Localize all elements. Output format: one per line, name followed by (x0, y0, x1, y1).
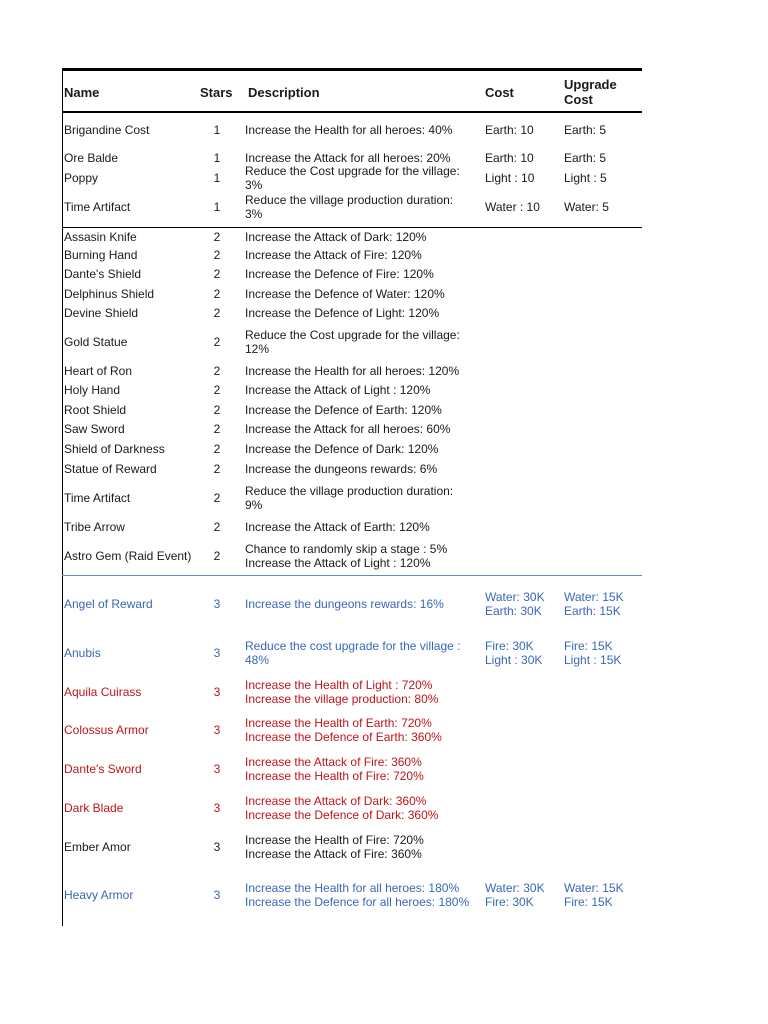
item-stars-line: 2 (213, 306, 221, 320)
item-cost (485, 588, 563, 620)
table-row (0, 247, 768, 263)
item-name-line: Dark Blade (64, 801, 124, 815)
item-upgrade-cost (564, 879, 642, 911)
item-cost-line: Water : 10 (485, 200, 540, 214)
table-row (0, 792, 768, 824)
item-description-line: Increase the Defence of Dark: 120% (245, 442, 439, 456)
item-stars (205, 792, 229, 824)
item-description-line: Increase the Health of Light : 720% (245, 678, 433, 692)
item-description-line: Increase the Attack of Dark: 120% (245, 230, 427, 244)
item-stars-line: 2 (213, 520, 221, 534)
item-stars-line: 2 (213, 364, 221, 378)
item-cost (485, 150, 563, 166)
item-cost-line: Water: 30K (485, 881, 545, 895)
item-stars-line: 3 (213, 685, 221, 699)
item-name-line: Ore Balde (64, 151, 119, 165)
item-description (245, 879, 485, 911)
item-stars (205, 637, 229, 669)
item-name (64, 247, 199, 263)
item-name (64, 541, 199, 571)
item-description-line: Reduce the cost upgrade for the village : (245, 639, 461, 653)
item-stars-line: 2 (213, 248, 221, 262)
item-description-line: 3% (245, 178, 263, 192)
item-description (245, 441, 485, 457)
item-cost (485, 193, 563, 221)
item-stars-line: 3 (213, 597, 221, 611)
item-description (245, 483, 485, 513)
item-description-line: Increase the Health of Fire: 720% (245, 769, 424, 783)
header-upgrade-cost-line1: Upgrade (564, 77, 617, 92)
item-stars (205, 588, 229, 620)
item-name (64, 150, 199, 166)
item-name (64, 193, 199, 221)
table-row (0, 121, 768, 139)
item-upgrade-cost-line: Water: 15K (564, 881, 624, 895)
tier-divider-1 (62, 227, 642, 228)
item-stars-line: 1 (213, 171, 221, 185)
item-upgrade-cost-line: Earth: 5 (564, 151, 607, 165)
item-description (245, 588, 485, 620)
item-stars (205, 879, 229, 911)
item-description-line: Increase the Defence of Light: 120% (245, 306, 440, 320)
item-description-line: Increase the Attack of Dark: 360% (245, 794, 427, 808)
table-row (0, 637, 768, 669)
item-name-line: Colossus Armor (64, 723, 149, 737)
item-upgrade-cost-line: Fire: 15K (564, 895, 613, 909)
item-stars (205, 714, 229, 746)
item-name-line: Devine Shield (64, 306, 139, 320)
item-stars (205, 483, 229, 513)
table-row (0, 286, 768, 302)
item-stars (205, 402, 229, 418)
table-row (0, 879, 768, 911)
item-stars (205, 519, 229, 535)
item-stars-line: 2 (213, 442, 221, 456)
item-upgrade-cost (564, 637, 642, 669)
table-row (0, 327, 768, 357)
item-upgrade-cost-line: Water: 5 (564, 200, 609, 214)
item-description-line: Increase the Defence of Fire: 120% (245, 267, 434, 281)
item-name-line: Gold Statue (64, 335, 128, 349)
item-description-line: 12% (245, 342, 270, 356)
item-description (245, 676, 485, 708)
item-name (64, 676, 199, 708)
table-top-border (62, 68, 642, 71)
item-description (245, 327, 485, 357)
item-upgrade-cost-line: Light : 5 (564, 171, 607, 185)
item-stars-line: 2 (213, 287, 221, 301)
item-name-line: Angel of Reward (64, 597, 153, 611)
item-stars-line: 2 (213, 462, 221, 476)
table-row (0, 266, 768, 282)
item-description-line: Increase the Health of Earth: 720% (245, 716, 432, 730)
item-stars (205, 676, 229, 708)
item-description-line: Reduce the village production duration: (245, 193, 454, 207)
item-stars (205, 753, 229, 785)
item-cost (485, 637, 563, 669)
header-cost: Cost (485, 84, 514, 100)
item-name-line: Tribe Arrow (64, 520, 125, 534)
item-stars-line: 1 (213, 200, 221, 214)
item-stars-line: 2 (213, 422, 221, 436)
item-description-line: Increase the Defence for all heroes: 180% (245, 895, 470, 909)
item-stars-line: 2 (213, 491, 221, 505)
item-description-line: 48% (245, 653, 270, 667)
item-stars-line: 2 (213, 335, 221, 349)
item-stars (205, 831, 229, 863)
item-name (64, 121, 199, 139)
item-description-line: Increase the Attack of Light : 120% (245, 383, 431, 397)
table-row (0, 164, 768, 192)
header-upgrade-cost-line2: Cost (564, 92, 593, 107)
item-name-line: Time Artifact (64, 491, 131, 505)
item-name-line: Root Shield (64, 403, 127, 417)
item-description (245, 164, 485, 192)
item-stars (205, 441, 229, 457)
table-row (0, 363, 768, 379)
item-name-line: Delphinus Shield (64, 287, 155, 301)
item-stars (205, 382, 229, 398)
table-row (0, 382, 768, 398)
item-name (64, 363, 199, 379)
item-description (245, 792, 485, 824)
header-description: Description (248, 84, 320, 100)
table-row (0, 193, 768, 221)
table-row (0, 588, 768, 620)
item-name (64, 402, 199, 418)
item-stars-line: 3 (213, 723, 221, 737)
item-upgrade-cost-line: Earth: 5 (564, 123, 607, 137)
item-name (64, 753, 199, 785)
item-name (64, 286, 199, 302)
item-description-line: Increase the Health for all heroes: 120% (245, 364, 460, 378)
item-stars (205, 193, 229, 221)
table-header (0, 72, 768, 112)
table-row (0, 676, 768, 708)
item-stars-line: 2 (213, 383, 221, 397)
item-name (64, 792, 199, 824)
item-description (245, 266, 485, 282)
table-row (0, 831, 768, 863)
item-description-line: Increase the Attack of Fire: 120% (245, 248, 422, 262)
item-description (245, 229, 485, 245)
item-stars-line: 2 (213, 549, 221, 563)
item-name-line: Burning Hand (64, 248, 138, 262)
item-name-line: Heavy Armor (64, 888, 134, 902)
item-name-line: Astro Gem (Raid Event) (64, 549, 192, 563)
item-name (64, 588, 199, 620)
item-description (245, 402, 485, 418)
item-description-line: Reduce the Cost upgrade for the village: (245, 328, 460, 342)
header-name: Name (64, 84, 100, 100)
header-divider (62, 111, 642, 113)
item-name-line: Ember Amor (64, 840, 131, 854)
item-cost-line: Light : 10 (485, 171, 535, 185)
item-upgrade-cost (564, 150, 642, 166)
item-name (64, 305, 199, 321)
item-description-line: Increase the Health for all heroes: 40% (245, 123, 453, 137)
item-stars-line: 2 (213, 230, 221, 244)
item-stars-line: 3 (213, 762, 221, 776)
item-description (245, 714, 485, 746)
item-description-line: Increase the Attack for all heroes: 20% (245, 151, 451, 165)
item-description (245, 247, 485, 263)
item-description (245, 121, 485, 139)
item-name-line: Poppy (64, 171, 99, 185)
item-stars (205, 421, 229, 437)
item-cost-line: Water: 30K (485, 590, 545, 604)
item-stars-line: 3 (213, 840, 221, 854)
item-name-line: Heart of Ron (64, 364, 133, 378)
item-upgrade-cost-line: Water: 15K (564, 590, 624, 604)
item-name (64, 483, 199, 513)
item-description-line: Increase the dungeons rewards: 6% (245, 462, 438, 476)
tier-divider-2 (62, 575, 642, 576)
item-name (64, 637, 199, 669)
item-description-line: Reduce the Cost upgrade for the village: (245, 164, 460, 178)
item-description (245, 286, 485, 302)
item-stars (205, 121, 229, 139)
item-description-line: Increase the village production: 80% (245, 692, 439, 706)
item-stars (205, 541, 229, 571)
item-description-line: Reduce the village production duration: (245, 484, 454, 498)
item-stars-line: 2 (213, 403, 221, 417)
item-description-line: Increase the Defence of Dark: 360% (245, 808, 439, 822)
item-name-line: Statue of Reward (64, 462, 157, 476)
item-name-line: Anubis (64, 646, 101, 660)
item-description-line: Increase the Health of Fire: 720% (245, 833, 424, 847)
item-stars-line: 3 (213, 888, 221, 902)
item-description-line: Increase the Defence of Water: 120% (245, 287, 445, 301)
item-stars-line: 2 (213, 267, 221, 281)
table-row (0, 714, 768, 746)
table-row (0, 753, 768, 785)
item-name-line: Holy Hand (64, 383, 121, 397)
item-stars-line: 1 (213, 123, 221, 137)
item-name-line: Dante's Shield (64, 267, 142, 281)
item-stars (205, 327, 229, 357)
table-row (0, 305, 768, 321)
item-upgrade-cost (564, 588, 642, 620)
item-stars-line: 1 (213, 151, 221, 165)
item-upgrade-cost (564, 121, 642, 139)
item-upgrade-cost (564, 170, 642, 186)
item-stars-line: 3 (213, 801, 221, 815)
item-stars (205, 363, 229, 379)
item-name-line: Brigandine Cost (64, 123, 150, 137)
item-name (64, 382, 199, 398)
item-name (64, 831, 199, 863)
item-description (245, 193, 485, 221)
item-description-line: Increase the Attack of Fire: 360% (245, 755, 422, 769)
item-stars (205, 461, 229, 477)
item-description-line: Increase the Attack of Earth: 120% (245, 520, 430, 534)
item-description (245, 363, 485, 379)
table-row (0, 441, 768, 457)
item-description-line: Increase the Attack of Fire: 360% (245, 847, 422, 861)
item-description (245, 831, 485, 863)
table-row (0, 483, 768, 513)
item-name (64, 461, 199, 477)
item-description-line: Increase the Defence of Earth: 360% (245, 730, 442, 744)
item-description (245, 305, 485, 321)
item-name-line: Shield of Darkness (64, 442, 165, 456)
item-description-line: Increase the Attack for all heroes: 60% (245, 422, 451, 436)
item-stars (205, 229, 229, 245)
item-description (245, 421, 485, 437)
item-cost-line: Earth: 10 (485, 123, 534, 137)
item-cost (485, 879, 563, 911)
item-name (64, 266, 199, 282)
item-upgrade-cost (564, 193, 642, 221)
item-description-line: 9% (245, 498, 263, 512)
item-name (64, 170, 199, 186)
item-cost (485, 170, 563, 186)
item-name-line: Assasin Knife (64, 230, 137, 244)
item-name (64, 519, 199, 535)
item-description (245, 541, 485, 571)
item-name-line: Saw Sword (64, 422, 125, 436)
table-row (0, 461, 768, 477)
item-stars (205, 170, 229, 186)
item-description-line: Increase the Health for all heroes: 180% (245, 881, 460, 895)
table-row (0, 519, 768, 535)
item-description (245, 461, 485, 477)
item-description (245, 637, 485, 669)
item-name-line: Time Artifact (64, 200, 131, 214)
item-stars (205, 247, 229, 263)
item-stars (205, 150, 229, 166)
item-description-line: Increase the Defence of Earth: 120% (245, 403, 442, 417)
item-cost-line: Earth: 10 (485, 151, 534, 165)
item-name (64, 714, 199, 746)
item-cost (485, 121, 563, 139)
item-name-line: Dante's Sword (64, 762, 142, 776)
item-description-line: Increase the Attack of Light : 120% (245, 556, 431, 570)
item-name-line: Aquila Cuirass (64, 685, 142, 699)
item-cost-line: Fire: 30K (485, 895, 534, 909)
table-row (0, 541, 768, 571)
item-description (245, 382, 485, 398)
item-description-line: Chance to randomly skip a stage : 5% (245, 542, 448, 556)
item-name (64, 879, 199, 911)
item-cost-line: Fire: 30K (485, 639, 534, 653)
item-upgrade-cost-line: Light : 15K (564, 653, 622, 667)
table-row (0, 229, 768, 245)
table-row (0, 402, 768, 418)
item-name (64, 441, 199, 457)
item-name (64, 421, 199, 437)
item-description (245, 753, 485, 785)
item-description-line: 3% (245, 207, 263, 221)
header-stars: Stars (200, 84, 233, 100)
item-stars (205, 266, 229, 282)
item-description-line: Increase the dungeons rewards: 16% (245, 597, 444, 611)
item-name (64, 229, 199, 245)
item-stars (205, 286, 229, 302)
item-name (64, 327, 199, 357)
item-stars (205, 305, 229, 321)
item-upgrade-cost-line: Fire: 15K (564, 639, 613, 653)
table-row (0, 421, 768, 437)
item-description (245, 519, 485, 535)
item-cost-line: Light : 30K (485, 653, 543, 667)
item-cost-line: Earth: 30K (485, 604, 542, 618)
item-stars-line: 3 (213, 646, 221, 660)
item-upgrade-cost-line: Earth: 15K (564, 604, 621, 618)
